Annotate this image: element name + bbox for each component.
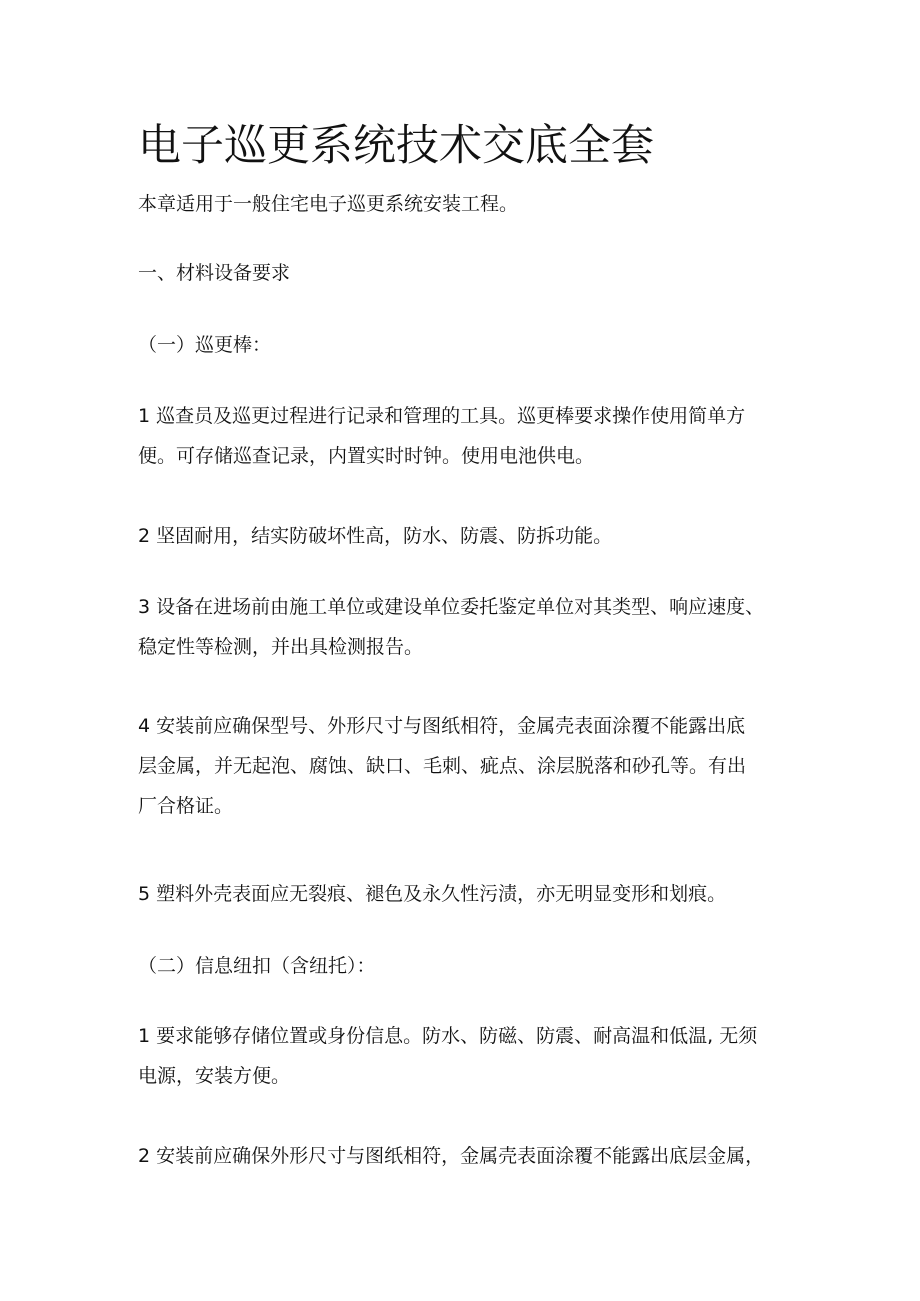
paragraph-line: 层金属，并无起泡、腐蚀、缺口、毛刺、疵点、涂层脱落和砂孔等。有出: [138, 755, 747, 777]
paragraph-line: 便。可存储巡查记录，内置实时时钟。使用电池供电。: [138, 445, 595, 467]
subsection-heading-patrol-stick: （一）巡更棒：: [138, 334, 272, 356]
patrol-stick-item-4: [138, 706, 798, 826]
info-button-item-2: [138, 1136, 798, 1176]
patrol-stick-item-1: [138, 396, 798, 476]
info-button-item-1: [138, 1016, 798, 1096]
patrol-stick-item-3: [138, 587, 798, 667]
paragraph-line: 1 要求能够存储位置或身份信息。防水、防磁、防震、耐高温和低温, 无须: [138, 1025, 758, 1047]
paragraph-line: 电源，安装方便。: [138, 1065, 291, 1087]
paragraph-line: 1 巡查员及巡更过程进行记录和管理的工具。巡更棒要求操作使用简单方: [138, 405, 746, 427]
patrol-stick-item-5: [138, 874, 798, 914]
document-title: 电子巡更系统技术交底全套: [138, 121, 654, 171]
paragraph-line: 5 塑料外壳表面应无裂痕、褪色及永久性污渍，亦无明显变形和划痕。: [138, 883, 727, 905]
subsection-heading-info-button: （二）信息纽扣（含纽托）：: [138, 955, 376, 977]
paragraph-line: 2 安装前应确保外形尺寸与图纸相符，金属壳表面涂覆不能露出底层金属，: [138, 1145, 765, 1167]
patrol-stick-item-2: [138, 516, 798, 556]
paragraph-line: 厂合格证。: [138, 795, 234, 817]
paragraph-line: 4 安装前应确保型号、外形尺寸与图纸相符，金属壳表面涂覆不能露出底: [138, 715, 746, 737]
section-heading-materials: 一、材料设备要求: [138, 262, 291, 284]
paragraph-line: 2 坚固耐用，结实防破坏性高，防水、防震、防拆功能。: [138, 525, 613, 547]
intro-paragraph: 本章适用于一般住宅电子巡更系统安装工程。: [138, 193, 519, 215]
paragraph-line: 稳定性等检测，并出具检测报告。: [138, 636, 424, 658]
paragraph-line: 3 设备在进场前由施工单位或建设单位委托鉴定单位对其类型、响应速度、: [138, 596, 765, 618]
